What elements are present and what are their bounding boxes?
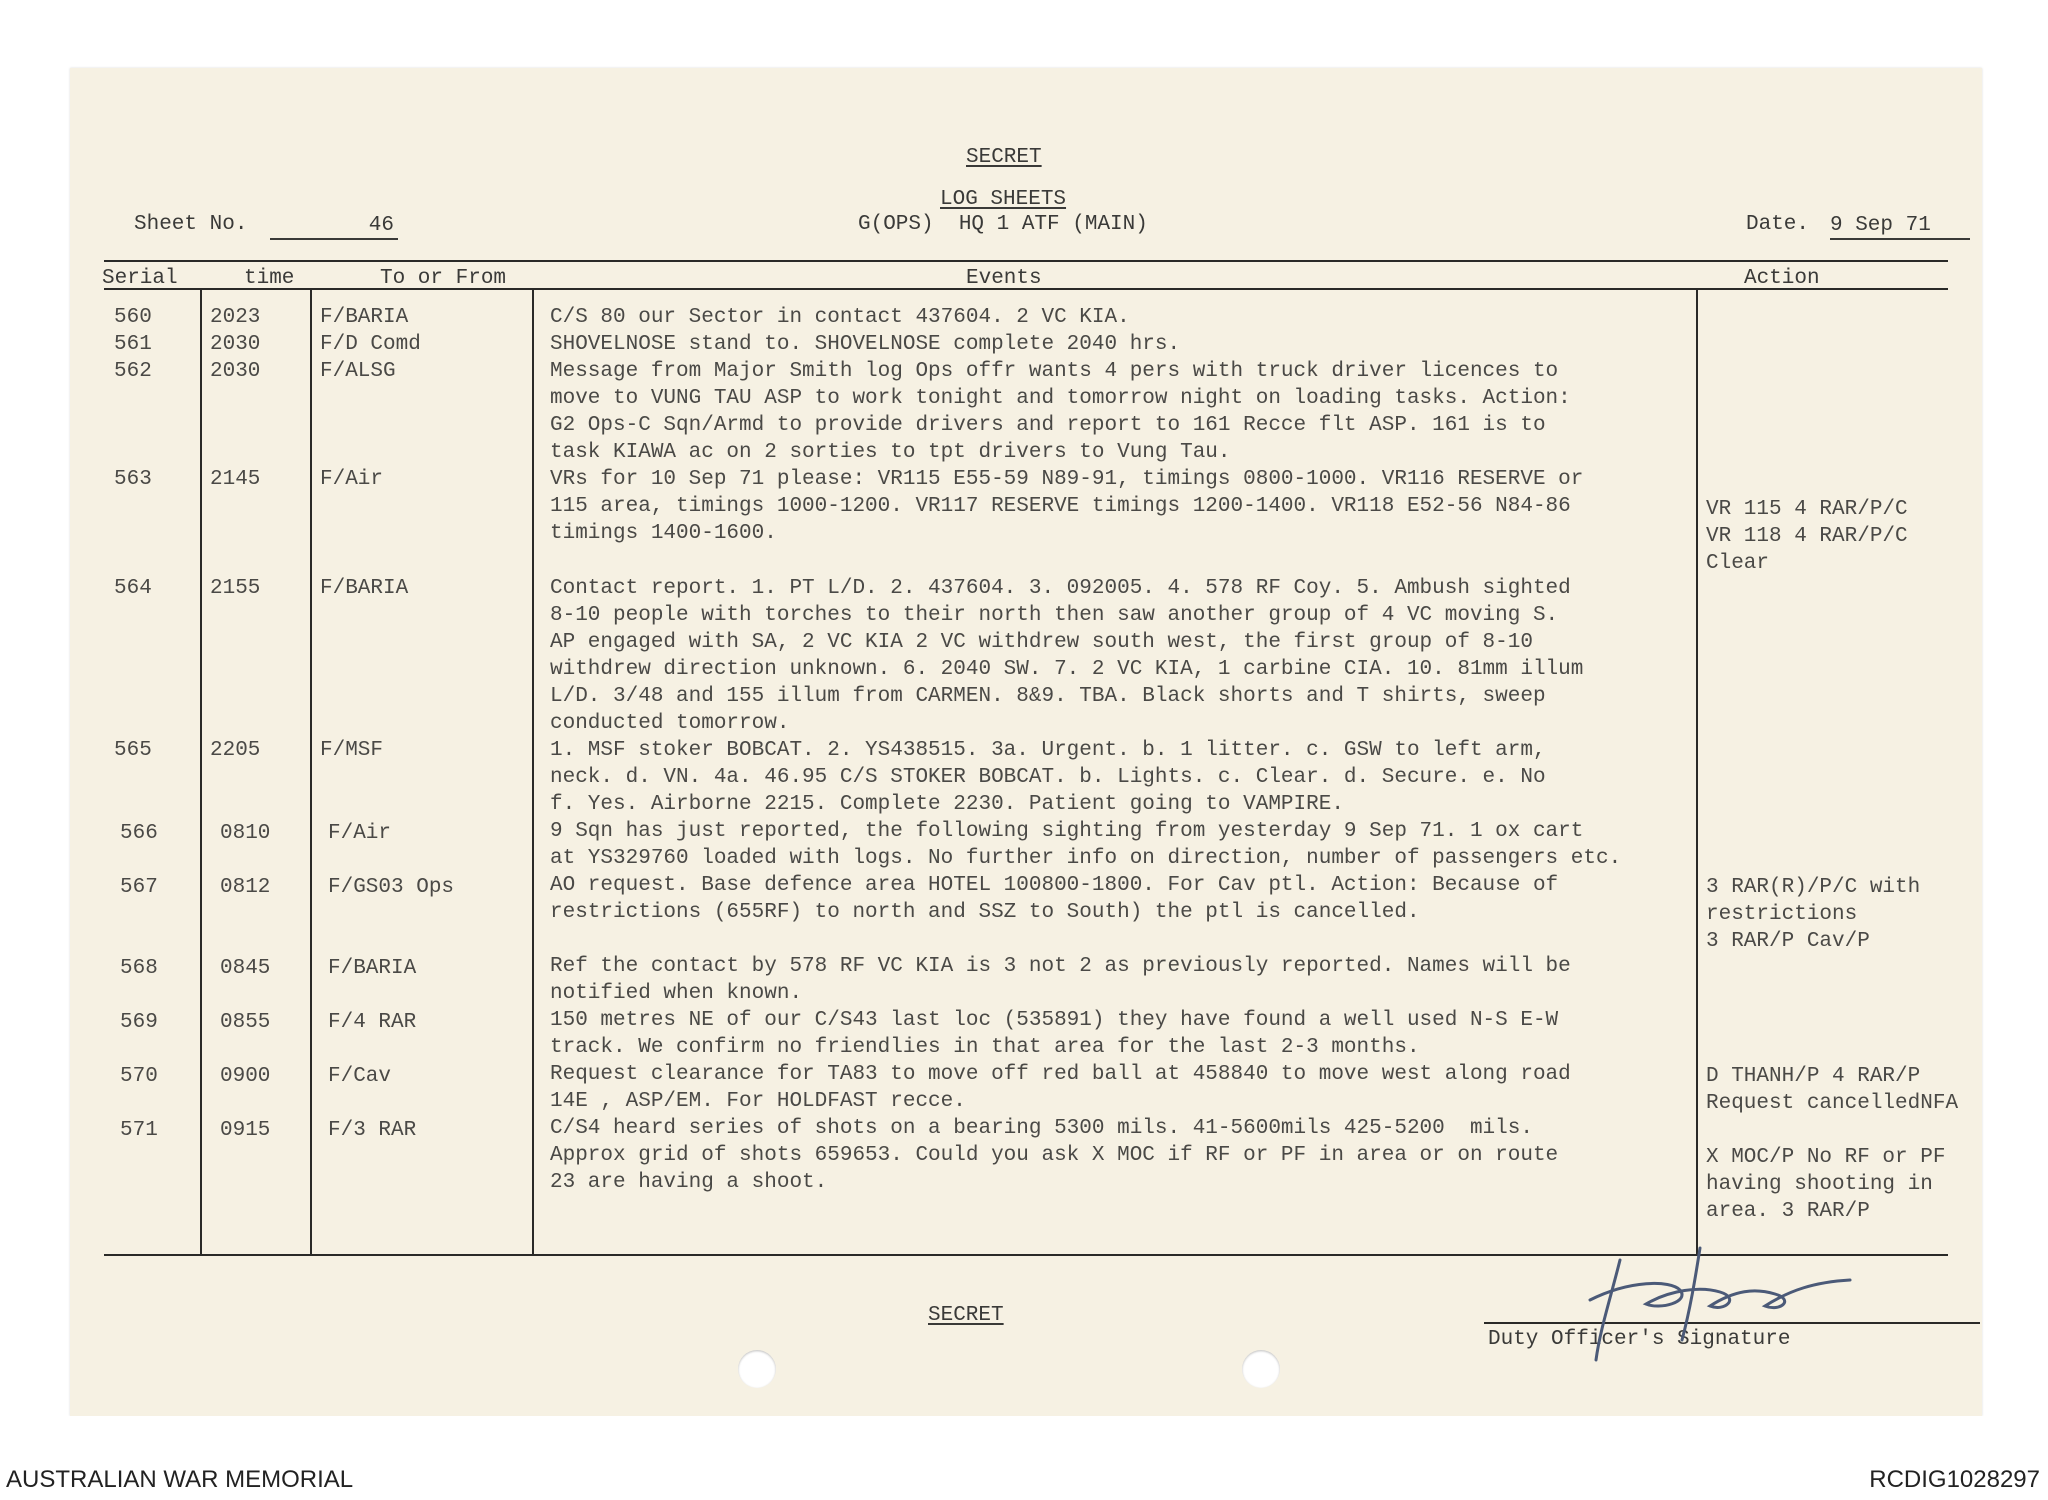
- col-header-time: time: [244, 267, 295, 290]
- event-line: Ref the contact by 578 RF VC KIA is 3 not 2 as previously reported. Names will be: [550, 955, 1571, 978]
- handwritten-signature: [1550, 1240, 1870, 1370]
- event-line: AO request. Base defence area HOTEL 100800-1800. For Cav ptl. Action: Because of: [550, 874, 1559, 897]
- event-line: Request clearance for TA83 to move off red ball at 458840 to move west along road: [550, 1063, 1571, 1086]
- time-cell: 2145: [210, 468, 261, 491]
- footer-left-credit: AUSTRALIAN WAR MEMORIAL: [6, 1466, 354, 1493]
- col-header-events: Events: [966, 267, 1042, 290]
- action-line: Request cancelledNFA: [1706, 1092, 1959, 1115]
- time-cell: 2023: [210, 306, 261, 329]
- event-line: AP engaged with SA, 2 VC KIA 2 VC withdrew south west, the first group of 8-10: [550, 631, 1533, 654]
- from-cell: F/4 RAR: [328, 1011, 417, 1034]
- time-cell: 0812: [220, 876, 271, 899]
- event-line: C/S 80 our Sector in contact 437604. 2 VC KIA.: [550, 306, 1130, 329]
- from-cell: F/ALSG: [320, 360, 396, 383]
- time-cell: 2030: [210, 360, 261, 383]
- classification-bottom: SECRET: [928, 1304, 1004, 1327]
- action-line: D THANH/P 4 RAR/P: [1706, 1065, 1921, 1088]
- serial-cell: 565: [114, 739, 152, 762]
- event-line: notified when known.: [550, 982, 803, 1005]
- event-line: 1. MSF stoker BOBCAT. 2. YS438515. 3a. Urgent. b. 1 litter. c. GSW to left arm,: [550, 739, 1546, 762]
- event-line: SHOVELNOSE stand to. SHOVELNOSE complete 2040 hrs.: [550, 333, 1181, 356]
- from-cell: F/D Comd: [320, 333, 421, 356]
- serial-cell: 569: [120, 1011, 158, 1034]
- event-line: Message from Major Smith log Ops offr wants 4 pers with truck driver licences to: [550, 360, 1559, 383]
- time-cell: 0915: [220, 1119, 271, 1142]
- event-line: at YS329760 loaded with logs. No further info on direction, number of passengers etc.: [550, 847, 1622, 870]
- table-top-rule: [104, 260, 1948, 262]
- serial-cell: 570: [120, 1065, 158, 1088]
- event-line: f. Yes. Airborne 2215. Complete 2230. Patient going to VAMPIRE.: [550, 793, 1344, 816]
- event-line: timings 1400-1600.: [550, 522, 777, 545]
- punch-hole-left: [738, 1350, 776, 1388]
- time-cell: 0810: [220, 822, 271, 845]
- from-cell: F/MSF: [320, 739, 384, 762]
- event-line: move to VUNG TAU ASP to work tonight and tomorrow night on loading tasks. Action:: [550, 387, 1571, 410]
- time-cell: 2030: [210, 333, 261, 356]
- action-line: X MOC/P No RF or PF: [1706, 1146, 1946, 1169]
- serial-cell: 566: [120, 822, 158, 845]
- action-line: VR 115 4 RAR/P/C: [1706, 498, 1908, 521]
- col-rule-serial: [200, 290, 202, 1256]
- serial-cell: 563: [114, 468, 152, 491]
- time-cell: 0845: [220, 957, 271, 980]
- event-line: 115 area, timings 1000-1200. VR117 RESERVE timings 1200-1400. VR118 E52-56 N84-86: [550, 495, 1571, 518]
- serial-cell: 571: [120, 1119, 158, 1142]
- punch-hole-right: [1242, 1350, 1280, 1388]
- serial-cell: 561: [114, 333, 152, 356]
- from-cell: F/3 RAR: [328, 1119, 417, 1142]
- document-subtitle: G(OPS) HQ 1 ATF (MAIN): [858, 213, 1148, 236]
- col-header-serial: Serial: [102, 267, 178, 290]
- col-header-to-from: To or From: [380, 267, 507, 290]
- event-line: Contact report. 1. PT L/D. 2. 437604. 3. 092005. 4. 578 RF Coy. 5. Ambush sighted: [550, 577, 1571, 600]
- from-cell: F/GS03 Ops: [328, 876, 455, 899]
- event-line: task KIAWA ac on 2 sorties to tpt drivers to Vung Tau.: [550, 441, 1231, 464]
- col-rule-from: [532, 290, 534, 1256]
- col-rule-events: [1696, 290, 1698, 1256]
- footer-right-id: RCDIG1028297: [1869, 1466, 2040, 1493]
- from-cell: F/BARIA: [320, 306, 409, 329]
- from-cell: F/Air: [328, 822, 392, 845]
- time-cell: 0900: [220, 1065, 271, 1088]
- time-cell: 2205: [210, 739, 261, 762]
- event-line: Approx grid of shots 659653. Could you ask X MOC if RF or PF in area or on route: [550, 1144, 1559, 1167]
- time-cell: 0855: [220, 1011, 271, 1034]
- classification-top: SECRET: [966, 146, 1042, 169]
- event-line: L/D. 3/48 and 155 illum from CARMEN. 8&9. TBA. Black shorts and T shirts, sweep: [550, 685, 1546, 708]
- log-sheet-paper: [70, 68, 1982, 1416]
- event-line: 8-10 people with torches to their north then saw another group of 4 VC moving S.: [550, 604, 1559, 627]
- event-line: VRs for 10 Sep 71 please: VR115 E55-59 N89-91, timings 0800-1000. VR116 RESERVE or: [550, 468, 1584, 491]
- document-title: LOG SHEETS: [940, 188, 1067, 211]
- event-line: withdrew direction unknown. 6. 2040 SW. 7. 2 VC KIA, 1 carbine CIA. 10. 81mm illum: [550, 658, 1584, 681]
- serial-cell: 567: [120, 876, 158, 899]
- from-cell: F/BARIA: [320, 577, 409, 600]
- date-label: Date.: [1746, 213, 1810, 236]
- from-cell: F/BARIA: [328, 957, 417, 980]
- event-line: track. We confirm no friendlies in that area for the last 2-3 months.: [550, 1036, 1420, 1059]
- event-line: restrictions (655RF) to north and SSZ to South) the ptl is cancelled.: [550, 901, 1420, 924]
- action-line: 3 RAR/P Cav/P: [1706, 930, 1870, 953]
- sheet-number: 46: [270, 213, 398, 240]
- action-line: 3 RAR(R)/P/C with: [1706, 876, 1921, 899]
- event-line: neck. d. VN. 4a. 46.95 C/S STOKER BOBCAT. b. Lights. c. Clear. d. Secure. e. No: [550, 766, 1546, 789]
- serial-cell: 560: [114, 306, 152, 329]
- time-cell: 2155: [210, 577, 261, 600]
- event-line: C/S4 heard series of shots on a bearing 5300 mils. 41-5600mils 425-5200 mils.: [550, 1117, 1533, 1140]
- event-line: conducted tomorrow.: [550, 712, 790, 735]
- signature-label: Duty Officer's Signature: [1488, 1328, 1791, 1351]
- event-line: G2 Ops-C Sqn/Armd to provide drivers and report to 161 Recce flt ASP. 161 is to: [550, 414, 1546, 437]
- action-line: Clear: [1706, 552, 1770, 575]
- from-cell: F/Cav: [328, 1065, 392, 1088]
- col-rule-time: [310, 290, 312, 1256]
- serial-cell: 568: [120, 957, 158, 980]
- from-cell: F/Air: [320, 468, 384, 491]
- action-line: having shooting in: [1706, 1173, 1933, 1196]
- action-line: area. 3 RAR/P: [1706, 1200, 1870, 1223]
- action-line: VR 118 4 RAR/P/C: [1706, 525, 1908, 548]
- col-header-action: Action: [1744, 267, 1820, 290]
- event-line: 14E , ASP/EM. For HOLDFAST recce.: [550, 1090, 966, 1113]
- serial-cell: 562: [114, 360, 152, 383]
- event-line: 150 metres NE of our C/S43 last loc (535891) they have found a well used N-S E-W: [550, 1009, 1559, 1032]
- serial-cell: 564: [114, 577, 152, 600]
- event-line: 9 Sqn has just reported, the following sighting from yesterday 9 Sep 71. 1 ox cart: [550, 820, 1584, 843]
- date-value: 9 Sep 71: [1830, 213, 1970, 240]
- event-line: 23 are having a shoot.: [550, 1171, 828, 1194]
- action-line: restrictions: [1706, 903, 1858, 926]
- sheet-label: Sheet No.: [134, 213, 248, 236]
